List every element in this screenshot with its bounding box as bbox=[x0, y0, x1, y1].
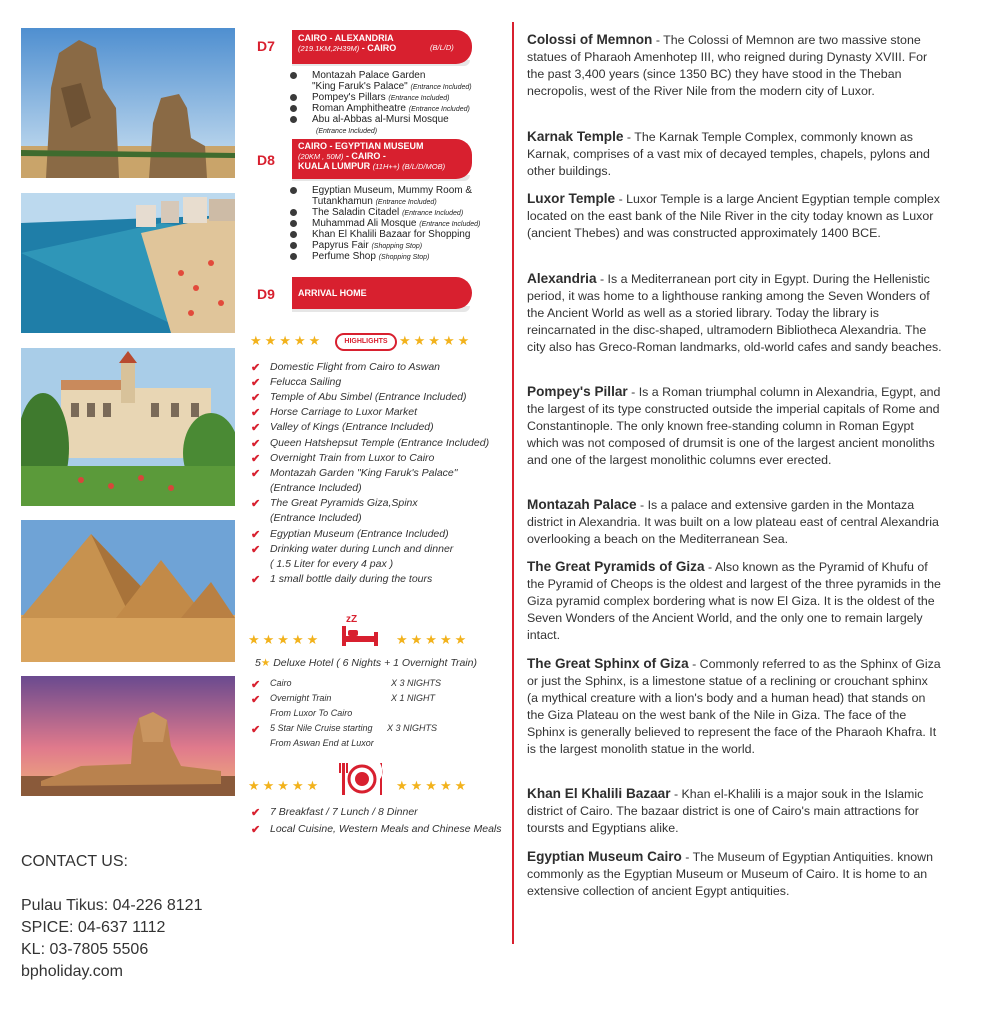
description-title: The Great Pyramids of Giza bbox=[527, 559, 705, 574]
star-rating-icon: ★★★★★ bbox=[396, 778, 470, 793]
contact-heading: CONTACT US: bbox=[21, 853, 128, 870]
banner-title: ARRIVAL HOME bbox=[298, 288, 367, 298]
check-icon: ✔ bbox=[251, 362, 261, 374]
banner-meals: (B/L/D) bbox=[430, 43, 454, 52]
check-icon: ✔ bbox=[251, 807, 261, 819]
description-block: Montazah Palace - Is a palace and extensive garden in the Montaza district in Alexandria. It was built on a low plateau east of central Alexandria overlooking a beach on the Mediterranean Sea. bbox=[527, 497, 939, 546]
description-title: The Great Sphinx of Giza bbox=[527, 656, 689, 671]
check-icon: ✔ bbox=[251, 724, 261, 736]
day-code: D7 bbox=[257, 38, 275, 54]
check-icon: ✔ bbox=[251, 544, 261, 556]
check-icon: ✔ bbox=[251, 468, 261, 480]
star-rating-icon: ★★★★★ bbox=[248, 778, 322, 793]
banner-title: CAIRO - EGYPTIAN MUSEUM bbox=[298, 141, 424, 151]
day-banner bbox=[292, 30, 472, 64]
description-block: Egyptian Museum Cairo - The Museum of Egyptian Antiquities. known commonly as the Egyptian Museum or Museum of Cairo. It is home to an extensive collection of ancient Egypt antiquities. bbox=[527, 849, 934, 898]
description-title: Khan El Khalili Bazaar bbox=[527, 786, 671, 801]
star-rating-icon: ★★★★★ bbox=[399, 333, 473, 348]
star-rating-icon: ★★★★★ bbox=[250, 333, 324, 348]
description-title: Alexandria bbox=[527, 271, 597, 286]
description-block: The Great Sphinx of Giza - Commonly referred to as the Sphinx of Giza or just the Sphinx, is a limestone statue of a reclining or crouchant sphinx (a mythical creature with a lion's body and a human head) that stands on the Giza Plateau on the west bank of the Nile in Giza. The face of the Sphinx is generally believed to represent the face of the Pharaoh Khafra. It is the largest monolith statue in the world. bbox=[527, 656, 941, 756]
star-icon: ★ bbox=[260, 657, 271, 669]
bullet-icon bbox=[290, 105, 297, 112]
svg-text:zZ: zZ bbox=[346, 614, 358, 625]
highlights-badge: HIGHLIGHTS bbox=[335, 333, 397, 351]
hotel-bed-icon bbox=[340, 610, 380, 648]
hotel-row-continuation: From Luxor To Cairo bbox=[270, 708, 353, 718]
bullet-icon bbox=[290, 187, 297, 194]
bullet-icon bbox=[290, 72, 297, 79]
description-block: Colossi of Memnon - The Colossi of Memnon are two massive stone statues of Pharaoh Amenhotep III, who reigned during Dynasty XVIII. For the past 3,400 years (since 1350 BC) they have stood in the Theban necropolis, west of the River Nile from the modern city of Luxor. bbox=[527, 32, 928, 98]
check-icon: ✔ bbox=[251, 377, 261, 389]
description-block: Karnak Temple - The Karnak Temple Complex, commonly known as Karnak, comprises of a vast mix of decayed temples, chapels, pylons and other buildings. bbox=[527, 129, 930, 178]
description-title: Montazah Palace bbox=[527, 497, 637, 512]
check-icon: ✔ bbox=[251, 422, 261, 434]
banner-subtitle: (219.1KM,2H39M) bbox=[298, 44, 360, 53]
description-block: Pompey's Pillar - Is a Roman triumphal column in Alexandria, Egypt, and the largest of its type constructed outside the imperial capitals of Rome and Constantinople. The only known free-standing column in Roman Egypt which was not composed of drumsit is one of the largest ancient monoliths and one of the largest monolithic columns ever erected. bbox=[527, 384, 941, 467]
check-icon: ✔ bbox=[251, 694, 261, 706]
banner-meals: (B/L/D/MOB) bbox=[402, 162, 446, 171]
check-icon: ✔ bbox=[251, 679, 261, 691]
day-banner: CAIRO - EGYPTIAN MUSEUM (20KM , 50M) - CAIRO - KUALA LUMPUR (11H++) (B/L/D/MOB) bbox=[292, 139, 472, 179]
great-sphinx-photo bbox=[21, 676, 235, 796]
star-rating-icon: ★★★★★ bbox=[248, 632, 322, 647]
check-icon: ✔ bbox=[251, 824, 261, 836]
bullet-icon bbox=[290, 253, 297, 260]
bullet-icon bbox=[290, 94, 297, 101]
banner-line3: KUALA LUMPUR bbox=[298, 161, 371, 171]
highlight-continuation: (Entrance Included) bbox=[270, 482, 362, 494]
banner-title: CAIRO - ALEXANDRIA bbox=[298, 33, 394, 43]
hotel-row-continuation: From Aswan End at Luxor bbox=[270, 738, 374, 748]
bullet-icon bbox=[290, 220, 297, 227]
description-title: Egyptian Museum Cairo bbox=[527, 849, 682, 864]
check-icon: ✔ bbox=[251, 574, 261, 586]
great-pyramids-photo bbox=[21, 520, 235, 662]
colossi-of-memnon-photo bbox=[21, 28, 235, 178]
contact-phone: KL: 03-7805 5506 bbox=[21, 941, 149, 958]
check-icon: ✔ bbox=[251, 453, 261, 465]
hotel-nights: X 1 NIGHT bbox=[391, 693, 436, 703]
column-divider bbox=[512, 22, 514, 944]
check-icon: ✔ bbox=[251, 498, 261, 510]
bullet-icon bbox=[290, 231, 297, 238]
check-icon: ✔ bbox=[251, 438, 261, 450]
description-title: Colossi of Memnon bbox=[527, 32, 653, 47]
highlight-continuation: ( 1.5 Liter for every 4 pax ) bbox=[270, 558, 394, 570]
day-code: D9 bbox=[257, 286, 275, 302]
description-block: Luxor Temple - Luxor Temple is a large Ancient Egyptian temple complex located on the east bank of the Nile River in the city today known as Luxor (ancient Thebes) and was constructed approximately 1400 BCE. bbox=[527, 191, 940, 240]
hotel-nights: X 3 NIGHTS bbox=[391, 678, 442, 688]
description-title: Pompey's Pillar bbox=[527, 384, 628, 399]
alexandria-beach-photo bbox=[21, 193, 235, 333]
banner-destination: - CAIRO - bbox=[343, 151, 386, 161]
description-block: The Great Pyramids of Giza - Also known as the Pyramid of Khufu of the Pyramid of Cheops is the oldest and largest of the three pyramids in the Giza pyramid complex bordering what is now El Giza. It is the oldest of the Seven Wonders of the Ancient World, and the only one to remain largely intact. bbox=[527, 559, 941, 642]
hotel-title: 5★ Deluxe Hotel ( 6 Nights + 1 Overnight Train) bbox=[255, 657, 477, 669]
day-banner bbox=[292, 277, 472, 309]
contact-phone: Pulau Tikus: 04-226 8121 bbox=[21, 897, 203, 914]
check-icon: ✔ bbox=[251, 392, 261, 404]
bullet-icon bbox=[290, 209, 297, 216]
description-title: Karnak Temple bbox=[527, 129, 624, 144]
banner-subtitle: (20KM , 50M) bbox=[298, 152, 344, 161]
day-code: D8 bbox=[257, 152, 275, 168]
bullet-icon bbox=[290, 242, 297, 249]
website-link[interactable]: bpholiday.com bbox=[21, 963, 123, 980]
description-block: Khan El Khalili Bazaar - Khan el-Khalili is a major souk in the Islamic district of Cairo. The bazaar district is one of Cairo's main attractions for toursts and Egyptians alike. bbox=[527, 786, 924, 835]
description-title: Luxor Temple bbox=[527, 191, 616, 206]
star-rating-icon: ★★★★★ bbox=[396, 632, 470, 647]
montazah-palace-photo bbox=[21, 348, 235, 506]
highlight-continuation: (Entrance Included) bbox=[270, 512, 362, 524]
hotel-nights: X 3 NIGHTS bbox=[387, 723, 438, 733]
banner-destination: - CAIRO bbox=[359, 43, 397, 53]
description-block: Alexandria - Is a Mediterranean port city in Egypt. During the Hellenistic period, it was home to a lighthouse ranking among the Seven Wonders of the Ancient World as well as a storied library. Today the library is reincarnated in the disc-shaped, ultramodern Bibliotheca Alexandria. The city also has Greco-Roman landmarks, old-world cafes and sandy beaches. bbox=[527, 271, 942, 354]
meals-plate-icon bbox=[338, 759, 386, 797]
check-icon: ✔ bbox=[251, 529, 261, 541]
bullet-icon bbox=[290, 116, 297, 123]
check-icon: ✔ bbox=[251, 407, 261, 419]
contact-phone: SPICE: 04-637 1112 bbox=[21, 919, 166, 936]
